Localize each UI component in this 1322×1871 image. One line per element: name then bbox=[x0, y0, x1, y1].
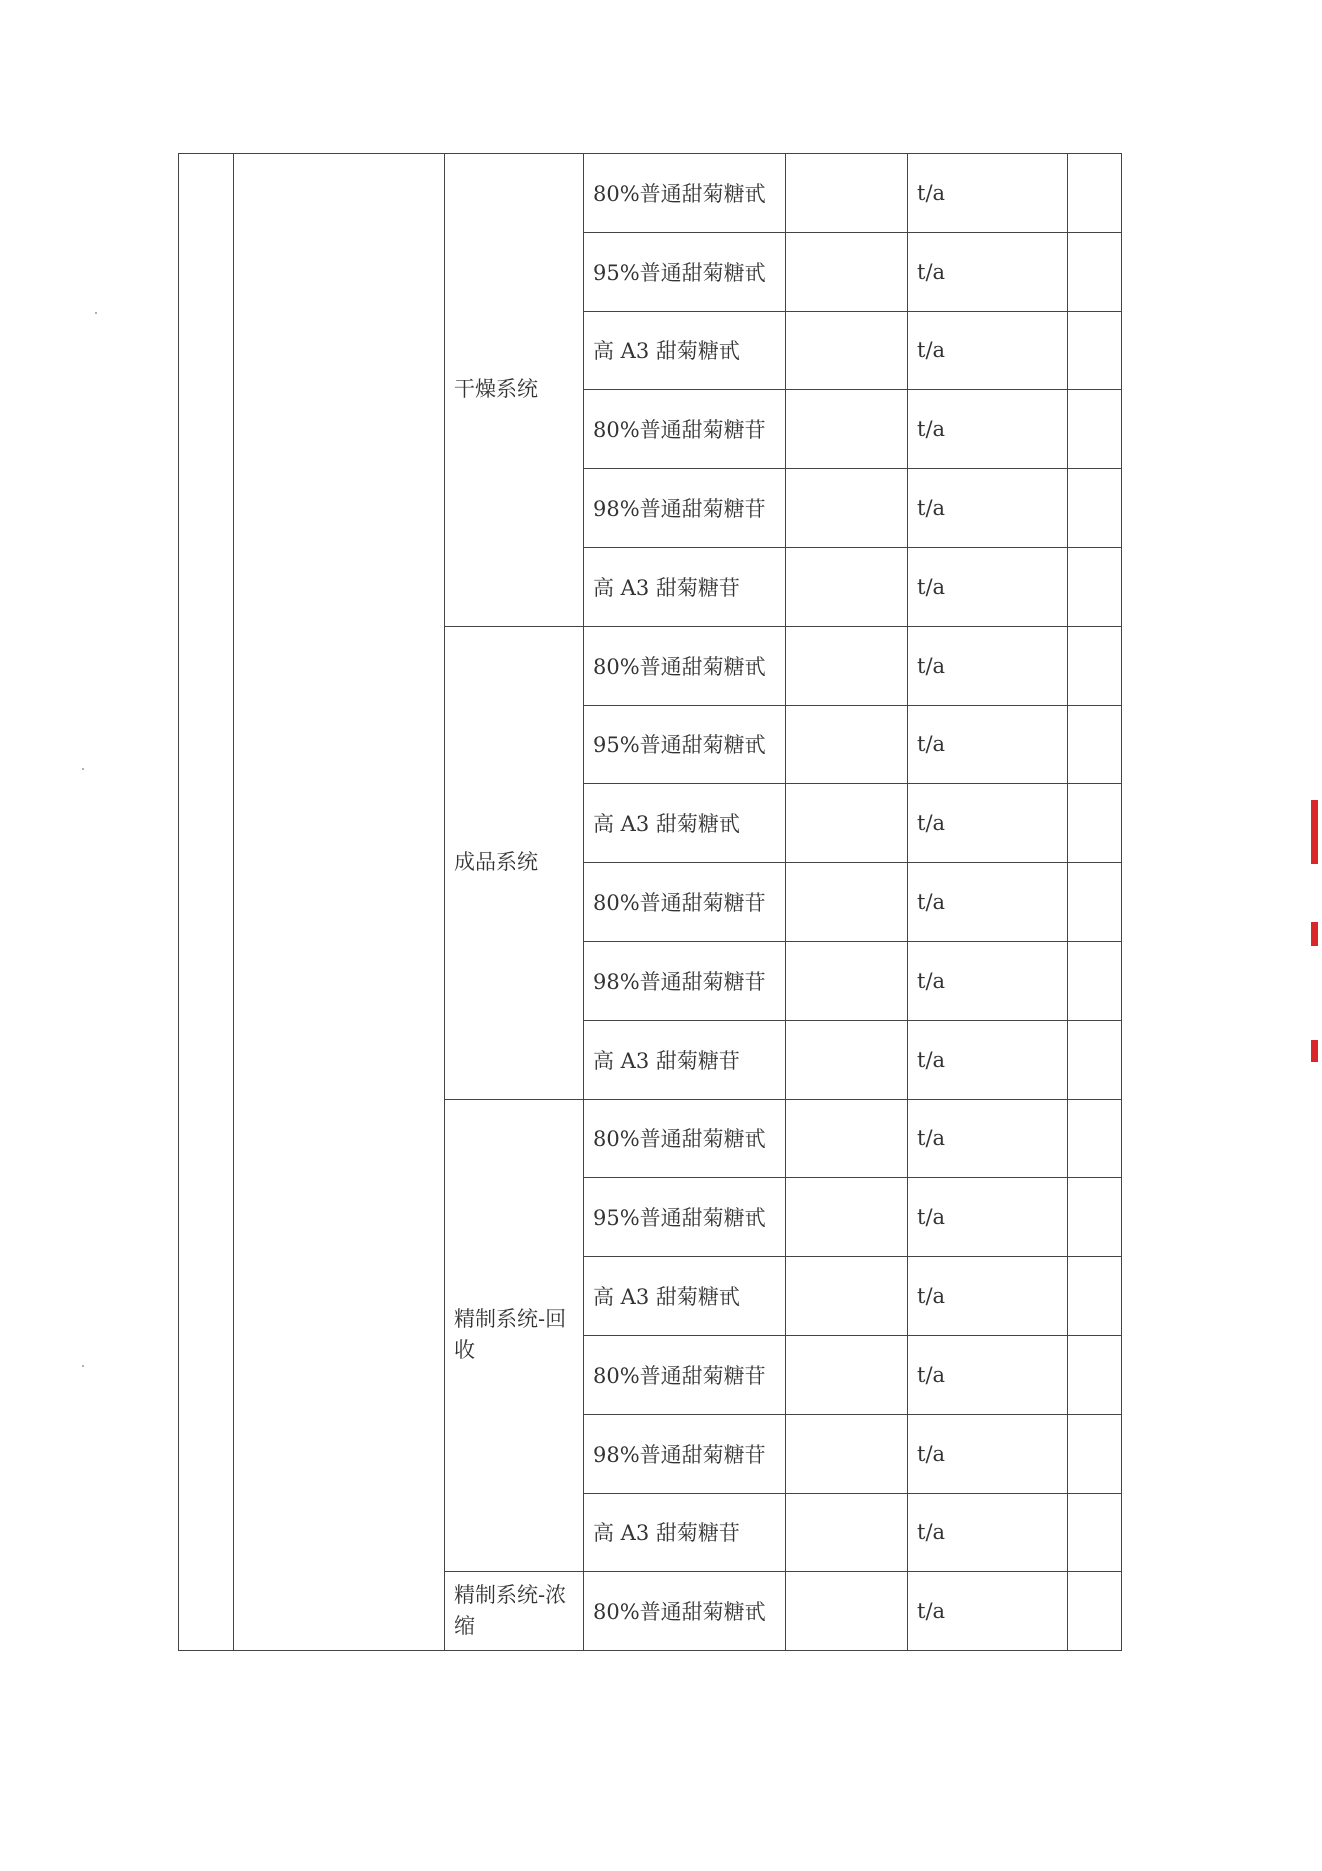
note-cell bbox=[1068, 941, 1122, 1020]
product-cell: 高 A3 甜菊糖苷 bbox=[584, 1020, 786, 1099]
red-stamp-edge bbox=[1311, 922, 1318, 946]
value-cell bbox=[786, 1572, 908, 1651]
value-cell bbox=[786, 1020, 908, 1099]
value-cell bbox=[786, 1099, 908, 1178]
value-cell bbox=[786, 547, 908, 626]
unit-cell: t/a bbox=[908, 705, 1068, 784]
scan-speck bbox=[82, 768, 84, 770]
product-cell: 95%普通甜菊糖甙 bbox=[584, 1178, 786, 1257]
unit-cell: t/a bbox=[908, 1493, 1068, 1572]
unit-cell: t/a bbox=[908, 626, 1068, 705]
value-cell bbox=[786, 941, 908, 1020]
product-cell: 80%普通甜菊糖苷 bbox=[584, 1335, 786, 1414]
note-cell bbox=[1068, 705, 1122, 784]
unit-cell: t/a bbox=[908, 154, 1068, 233]
unit-cell: t/a bbox=[908, 1572, 1068, 1651]
value-cell bbox=[786, 1257, 908, 1336]
value-cell bbox=[786, 469, 908, 548]
system-cell: 干燥系统 bbox=[445, 154, 584, 627]
value-cell bbox=[786, 1178, 908, 1257]
table-row bbox=[179, 154, 1122, 233]
product-cell: 80%普通甜菊糖苷 bbox=[584, 863, 786, 942]
unit-cell: t/a bbox=[908, 469, 1068, 548]
value-cell bbox=[786, 863, 908, 942]
system-cell: 精制系统-浓缩 bbox=[445, 1572, 584, 1651]
product-cell: 80%普通甜菊糖甙 bbox=[584, 154, 786, 233]
output-table bbox=[178, 153, 1122, 1651]
note-cell bbox=[1068, 1414, 1122, 1493]
product-cell: 80%普通甜菊糖甙 bbox=[584, 1572, 786, 1651]
unit-cell: t/a bbox=[908, 941, 1068, 1020]
unit-cell: t/a bbox=[908, 390, 1068, 469]
unit-cell: t/a bbox=[908, 784, 1068, 863]
product-cell: 95%普通甜菊糖甙 bbox=[584, 232, 786, 311]
scan-speck bbox=[95, 312, 97, 314]
value-cell bbox=[786, 1414, 908, 1493]
note-cell bbox=[1068, 311, 1122, 390]
unit-cell: t/a bbox=[908, 311, 1068, 390]
system-cell: 成品系统 bbox=[445, 626, 584, 1099]
red-stamp-edge bbox=[1311, 1040, 1318, 1062]
value-cell bbox=[786, 784, 908, 863]
product-cell: 高 A3 甜菊糖甙 bbox=[584, 311, 786, 390]
value-cell bbox=[786, 626, 908, 705]
note-cell bbox=[1068, 1020, 1122, 1099]
unit-cell: t/a bbox=[908, 1257, 1068, 1336]
unit-cell: t/a bbox=[908, 1414, 1068, 1493]
unit-cell: t/a bbox=[908, 1020, 1068, 1099]
value-cell bbox=[786, 232, 908, 311]
note-cell bbox=[1068, 232, 1122, 311]
index-cell bbox=[179, 154, 234, 1651]
note-cell bbox=[1068, 154, 1122, 233]
value-cell bbox=[786, 154, 908, 233]
note-cell bbox=[1068, 784, 1122, 863]
product-cell: 高 A3 甜菊糖甙 bbox=[584, 784, 786, 863]
note-cell bbox=[1068, 1572, 1122, 1651]
product-cell: 高 A3 甜菊糖苷 bbox=[584, 1493, 786, 1572]
value-cell bbox=[786, 390, 908, 469]
note-cell bbox=[1068, 547, 1122, 626]
note-cell bbox=[1068, 1257, 1122, 1336]
product-cell: 98%普通甜菊糖苷 bbox=[584, 1414, 786, 1493]
unit-cell: t/a bbox=[908, 863, 1068, 942]
product-cell: 80%普通甜菊糖甙 bbox=[584, 626, 786, 705]
note-cell bbox=[1068, 1099, 1122, 1178]
value-cell bbox=[786, 1493, 908, 1572]
value-cell bbox=[786, 311, 908, 390]
note-cell bbox=[1068, 469, 1122, 548]
unit-cell: t/a bbox=[908, 1335, 1068, 1414]
unit-cell: t/a bbox=[908, 547, 1068, 626]
product-cell: 95%普通甜菊糖甙 bbox=[584, 705, 786, 784]
product-cell: 98%普通甜菊糖苷 bbox=[584, 469, 786, 548]
note-cell bbox=[1068, 390, 1122, 469]
scan-speck bbox=[82, 1365, 84, 1367]
note-cell bbox=[1068, 863, 1122, 942]
note-cell bbox=[1068, 1493, 1122, 1572]
table-body bbox=[179, 154, 1122, 1651]
product-cell: 高 A3 甜菊糖苷 bbox=[584, 547, 786, 626]
note-cell bbox=[1068, 1178, 1122, 1257]
product-cell: 80%普通甜菊糖苷 bbox=[584, 390, 786, 469]
note-cell bbox=[1068, 1335, 1122, 1414]
red-stamp-edge bbox=[1311, 800, 1318, 864]
product-cell: 高 A3 甜菊糖甙 bbox=[584, 1257, 786, 1336]
note-cell bbox=[1068, 626, 1122, 705]
category-cell bbox=[234, 154, 445, 1651]
unit-cell: t/a bbox=[908, 1178, 1068, 1257]
value-cell bbox=[786, 705, 908, 784]
unit-cell: t/a bbox=[908, 1099, 1068, 1178]
value-cell bbox=[786, 1335, 908, 1414]
unit-cell: t/a bbox=[908, 232, 1068, 311]
system-cell: 精制系统-回收 bbox=[445, 1099, 584, 1572]
product-cell: 98%普通甜菊糖苷 bbox=[584, 941, 786, 1020]
product-cell: 80%普通甜菊糖甙 bbox=[584, 1099, 786, 1178]
